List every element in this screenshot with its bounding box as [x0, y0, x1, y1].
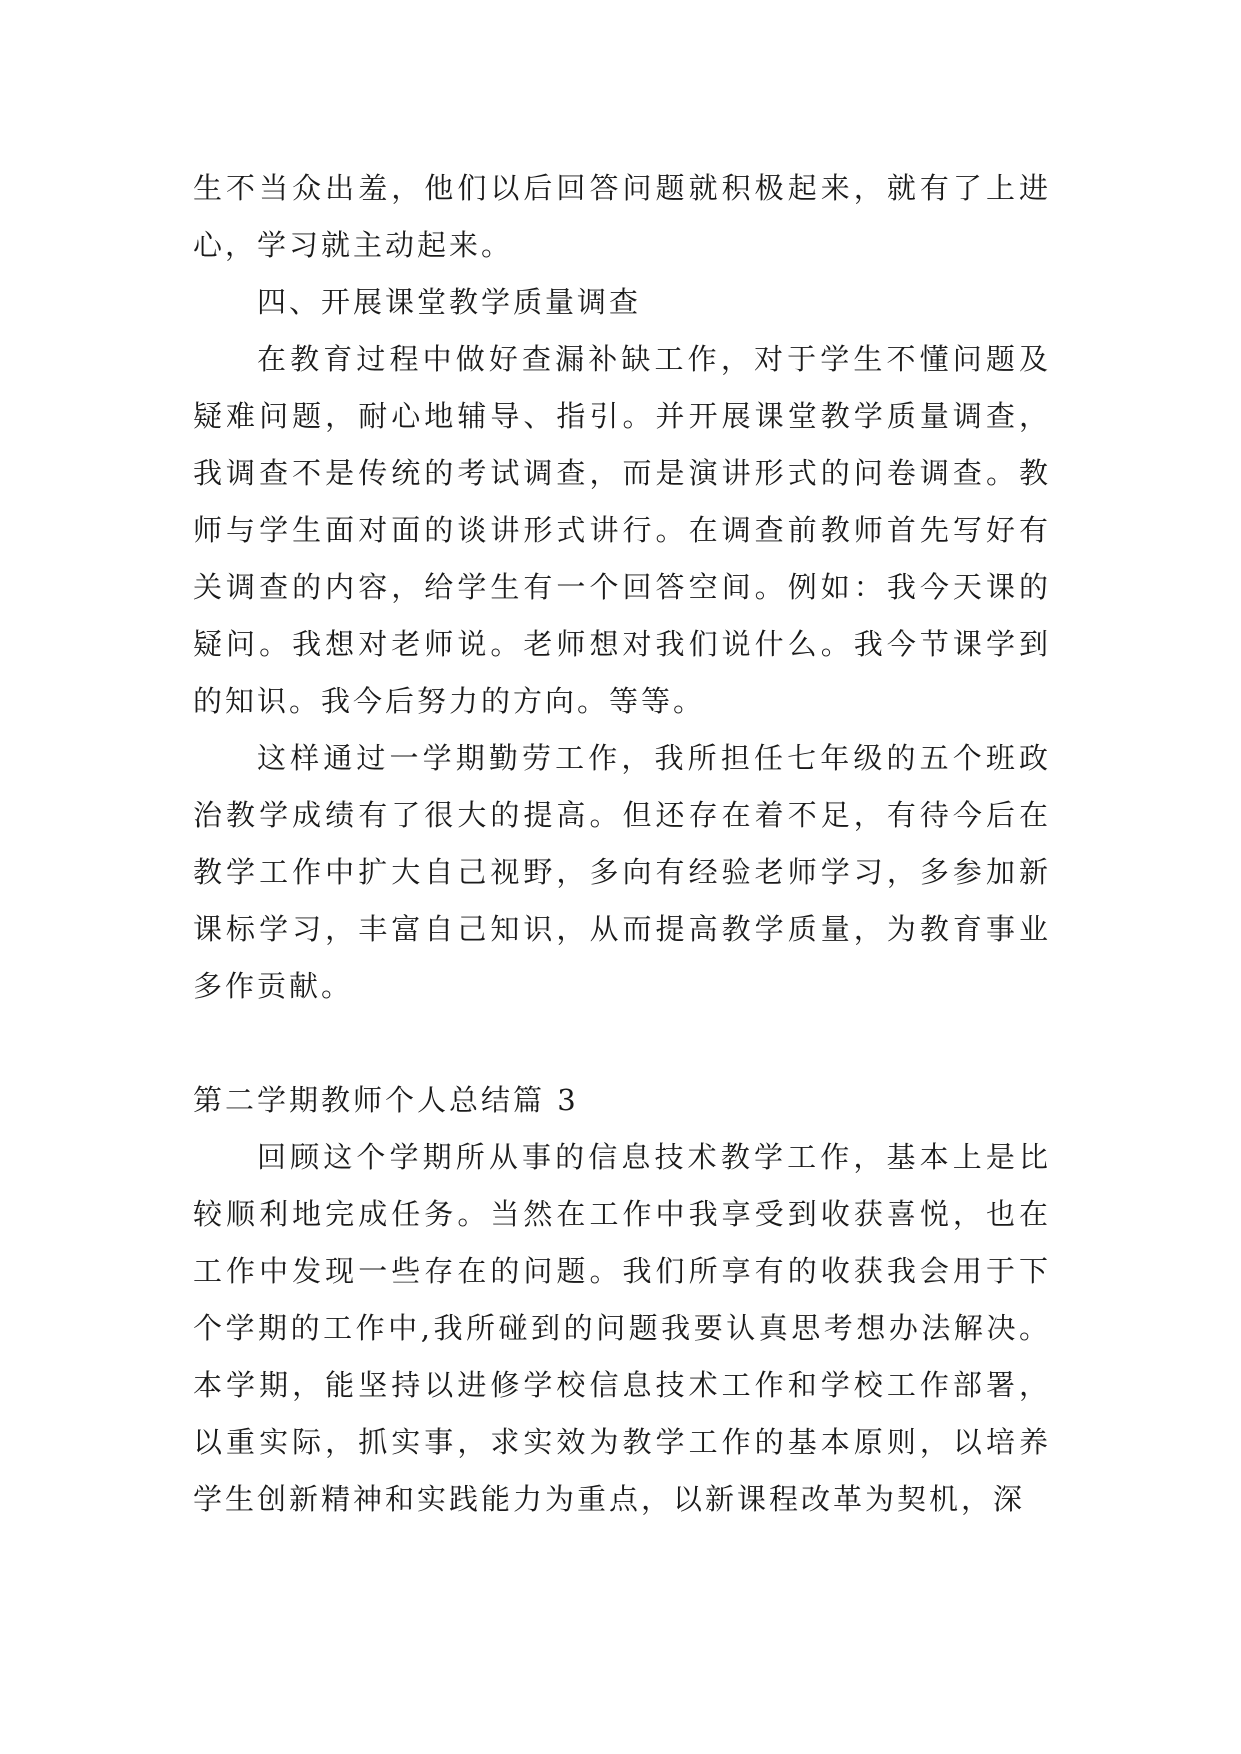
section-subheading: 四、开展课堂教学质量调查 — [257, 285, 642, 319]
section-title: 第二学期教师个人总结篇 3 — [193, 1083, 579, 1117]
paragraph-continuation: 生不当众出羞，他们以后回答问题就积极起来，就有了上进心，学习就主动起来。 — [193, 171, 1051, 262]
paragraph-survey: 在教育过程中做好查漏补缺工作，对于学生不懂问题及疑难问题，耐心地辅导、指引。并开展课堂教学质量调查，我调查不是传统的考试调查，而是演讲形式的问卷调查。教师与学生面对面的谈讲形式讲行。在调查前教师首先写好有关调查的内容，给学生有一个回答空间。例如：我今天课的疑问。我想对老师说。老师想对我们说什么。我今节课学到的知识。我今后努力的方向。等等。 — [193, 342, 1051, 718]
document-body — [193, 160, 1051, 1528]
paragraph-review: 回顾这个学期所从事的信息技术教学工作，基本上是比较顺利地完成任务。当然在工作中我享受到收获喜悦，也在工作中发现一些存在的问题。我们所享有的收获我会用于下个学期的工作中,我所碰到的问题我要认真思考想办法解决。本学期，能坚持以进修学校信息技术工作和学校工作部署，以重实际，抓实事，求实效为教学工作的基本原则，以培养学生创新精神和实践能力为重点，以新课程改革为契机，深 — [193, 1140, 1051, 1516]
paragraph-summary: 这样通过一学期勤劳工作，我所担任七年级的五个班政治教学成绩有了很大的提高。但还存在着不足，有待今后在教学工作中扩大自己视野，多向有经验老师学习，多参加新课标学习，丰富自己知识，从而提高教学质量，为教育事业多作贡献。 — [193, 741, 1051, 1003]
